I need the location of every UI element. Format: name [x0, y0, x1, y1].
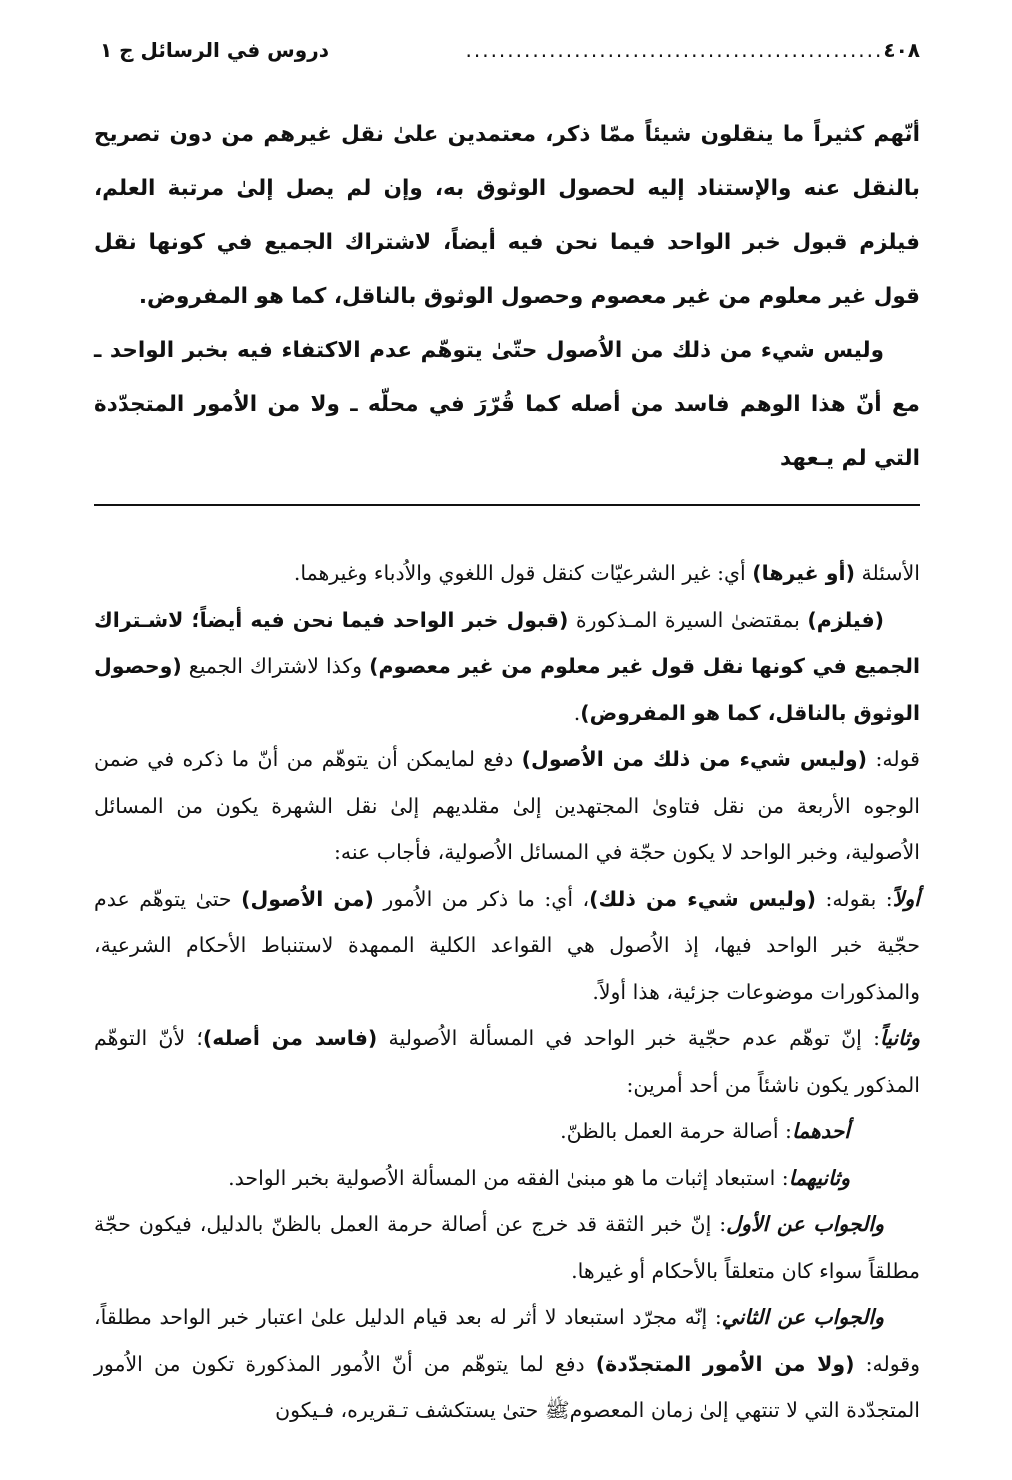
- commentary-paragraph: [94, 736, 920, 876]
- point-label: وثانياً: [880, 1026, 920, 1050]
- text-run: أي: غير الشرعيّات كنقل قول اللغوي والاُدباء وغيرهما.: [293, 561, 753, 585]
- text-run: : بقوله:: [815, 886, 893, 911]
- quoted-phrase: (وليس شيء من ذلك من الاُصول): [521, 747, 868, 771]
- quoted-phrase: (فيلزم): [807, 607, 885, 632]
- honorific-symbol: ﷺ: [544, 1398, 570, 1422]
- commentary-paragraph: [94, 1155, 920, 1202]
- point-label: أولاً: [892, 886, 921, 911]
- commentary: [94, 550, 920, 1434]
- text-run: قوله:: [867, 747, 920, 771]
- quoted-phrase: (أو غيرها): [752, 561, 855, 585]
- point-label: أحدهما: [791, 1119, 850, 1143]
- text-run: : استبعاد إثبات ما هو مبنىٰ الفقه من المسألة الاُصولية بخبر الواحد.: [228, 1165, 789, 1190]
- commentary-paragraph: [94, 550, 920, 597]
- text-run: ؛ لأنّ التوهّم المذكور يكون ناشئاً من أحد أمرين:: [94, 1026, 920, 1097]
- main-paragraph: وليس شيء من ذلك من الاُصول حتّىٰ يتوهّم عدم الاكتفاء فيه بخبر الواحد ـ مع أنّ هذا الوهم فاسد من أصله كما قُرّرَ في محلّه ـ ولا من الاُمور المتجدّدة التي لم يـعهد: [94, 338, 920, 471]
- quoted-phrase: (وحصول الوثوق بالناقل، كما هو المفروض): [94, 654, 920, 725]
- text-run: ، أي: ما ذكر من الاُمور: [373, 886, 590, 911]
- page-number: ٤٠٨: [883, 38, 920, 62]
- commentary-paragraph: [94, 1201, 920, 1294]
- main-text: [94, 108, 920, 486]
- text-run: وكذا لاشتراك الجميع: [181, 654, 370, 678]
- text-run: : إنّ توهّم عدم حجّية خبر الواحد في المسألة الاُصولية: [377, 1026, 880, 1050]
- quoted-phrase: (من الاُصول): [241, 886, 374, 911]
- commentary-paragraph: [94, 1108, 920, 1155]
- text-run: حتىٰ يستكشف تـقريره، فـيكون: [275, 1398, 545, 1422]
- commentary-paragraph: [94, 1015, 920, 1108]
- leader-dots: ..................................................: [465, 38, 884, 62]
- point-label: والجواب عن الثاني: [721, 1305, 885, 1329]
- point-label: والجواب عن الأول: [726, 1212, 885, 1236]
- text-run: دفع لمايمكن أن يتوهّم من أنّ ما ذكره في ضمن الوجوه الأربعة من نقل فتاوىٰ المجتهدين إلىٰ مقلديهم إلىٰ نقل الشهرة يكون من المسائل الاُصولية، وخبر الواحد لا يكون حجّة في المسائل الاُصولية، فأجاب عنه:: [94, 747, 920, 864]
- commentary-paragraph: [94, 1294, 920, 1434]
- text-run: دفع لما يتوهّم من أنّ الاُمور المذكورة تكون من الاُمور المتجدّدة التي لا تنتهي إلىٰ زمان المعصوم: [94, 1351, 920, 1422]
- text-run: بمقتضىٰ السيرة المـذكورة: [568, 607, 808, 632]
- quoted-phrase: (ولا من الاُمور المتجدّدة): [595, 1351, 855, 1376]
- separator-rule: [94, 504, 920, 506]
- quoted-phrase: (قبول خبر الواحد فيما نحن فيه أيضاً؛ لاشـتراك الجميع في كونها نقل قول غير معلوم من غير معصوم): [94, 607, 920, 678]
- quoted-phrase: (فاسد من أصله): [202, 1026, 378, 1050]
- text-run: الأسئلة: [854, 561, 920, 585]
- commentary-paragraph: [94, 876, 920, 1016]
- running-title: دروس في الرسائل ج ١: [100, 38, 329, 62]
- text-run: : إنّ خبر الثقة قد خرج عن أصالة حرمة العمل بالظنّ بالدليل، فيكون حجّة مطلقاً سواء كان متعلقاً بالأحكام أو غيرها.: [94, 1212, 920, 1283]
- text-run: .: [573, 700, 581, 725]
- page-header: [94, 38, 920, 82]
- point-label: وثانيهما: [788, 1165, 850, 1190]
- text-run: : أصالة حرمة العمل بالظنّ.: [560, 1119, 792, 1143]
- quoted-phrase: (وليس شيء من ذلك): [589, 886, 816, 911]
- text-run: : إنّه مجرّد استبعاد لا أثر له بعد قيام الدليل علىٰ اعتبار خبر الواحد مطلقاً، وقوله:: [94, 1305, 920, 1376]
- commentary-paragraph: [94, 597, 920, 737]
- text-run: حتىٰ يتوهّم عدم حجّية خبر الواحد فيها، إذ الاُصول هي القواعد الكلية الممهدة لاستنباط الأحكام الشرعية، والمذكورات موضوعات جزئية، هذا أولاً.: [94, 886, 920, 1004]
- main-paragraph: أنّهم كثيراً ما ينقلون شيئاً ممّا ذكر، معتمدين علىٰ نقل غيرهم من دون تصريح بالنقل عنه والإستناد إليه لحصول الوثوق به، وإن لم يصل إلىٰ مرتبة العلم، فيلزم قبول خبر الواحد فيما نحن فيه أيضاً، لاشتراك الجميع في كونها نقل قول غير معلوم من غير معصوم وحصول الوثوق بالناقل، كما هو المفروض.: [94, 122, 920, 309]
